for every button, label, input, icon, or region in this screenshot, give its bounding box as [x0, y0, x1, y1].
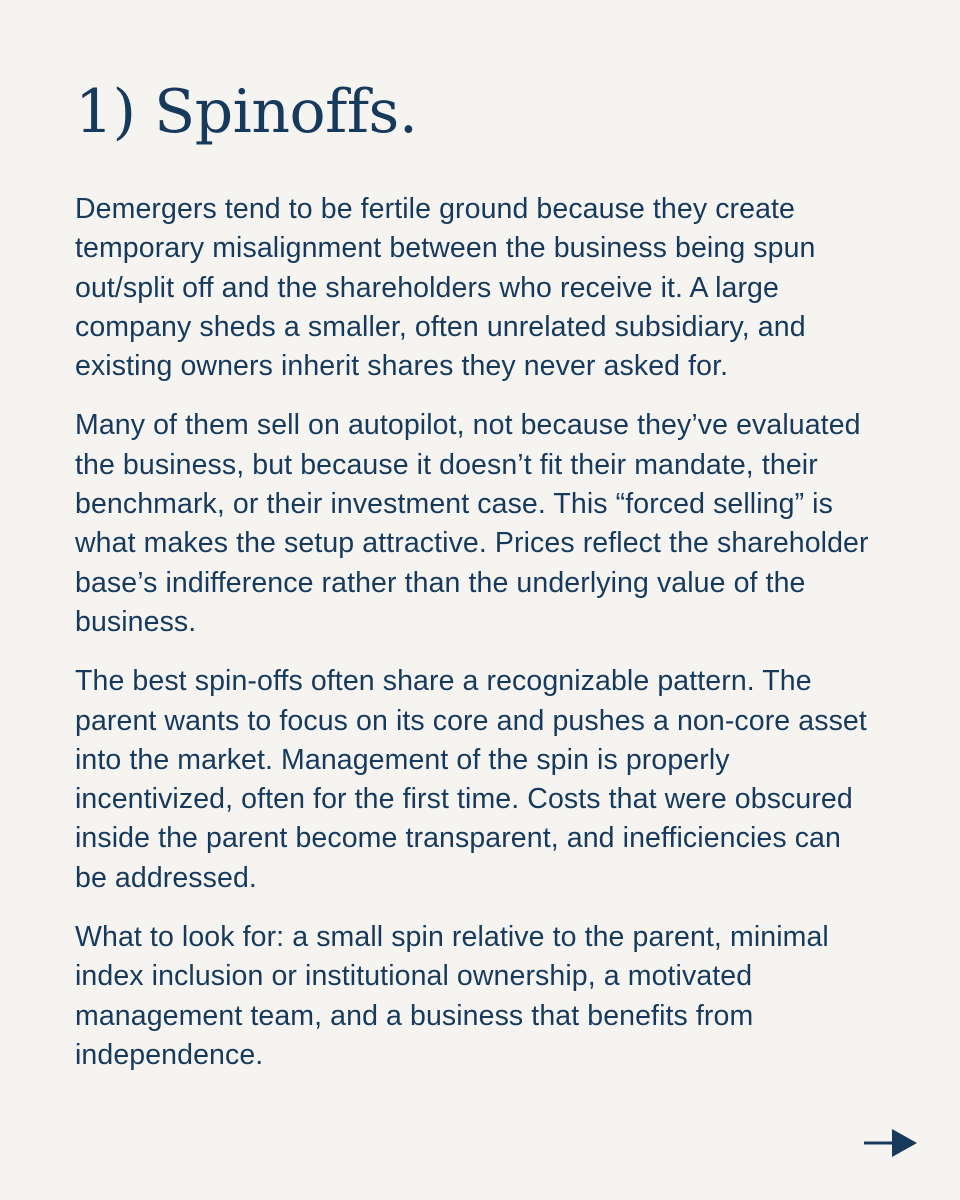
page-title: 1) Spinoffs. [75, 77, 418, 147]
body-text [75, 190, 880, 1075]
paragraph-pattern: The best spin-offs often share a recognizable pattern. The parent wants to focus on its core and pushes a non-core asset into the market. Management of the spin is properly incentivized, often for the first time. Costs that were obscured inside the parent become transparent, and inefficiencies can be addressed. [75, 665, 867, 894]
arrow-right-icon[interactable] [864, 1128, 918, 1158]
paragraph-what-to-look-for: What to look for: a small spin relative to the parent, minimal index inclusion or institutional ownership, a motivated management team, and a business that benefits from independence. [75, 921, 829, 1071]
paragraph-demergers: Demergers tend to be fertile ground because they create temporary misalignment between the business being spun out/split off and the shareholders who receive it. A large company sheds a smaller, often unrelated subsidiary, and existing owners inherit shares they never asked for. [75, 193, 816, 383]
paragraph-forced-selling: Many of them sell on autopilot, not because they’ve evaluated the business, but because it doesn’t fit their mandate, their benchmark, or their investment case. This “forced selling” is what makes the setup attractive. Prices reflect the shareholder base’s indifference rather than the underlying value of the business. [75, 409, 869, 638]
